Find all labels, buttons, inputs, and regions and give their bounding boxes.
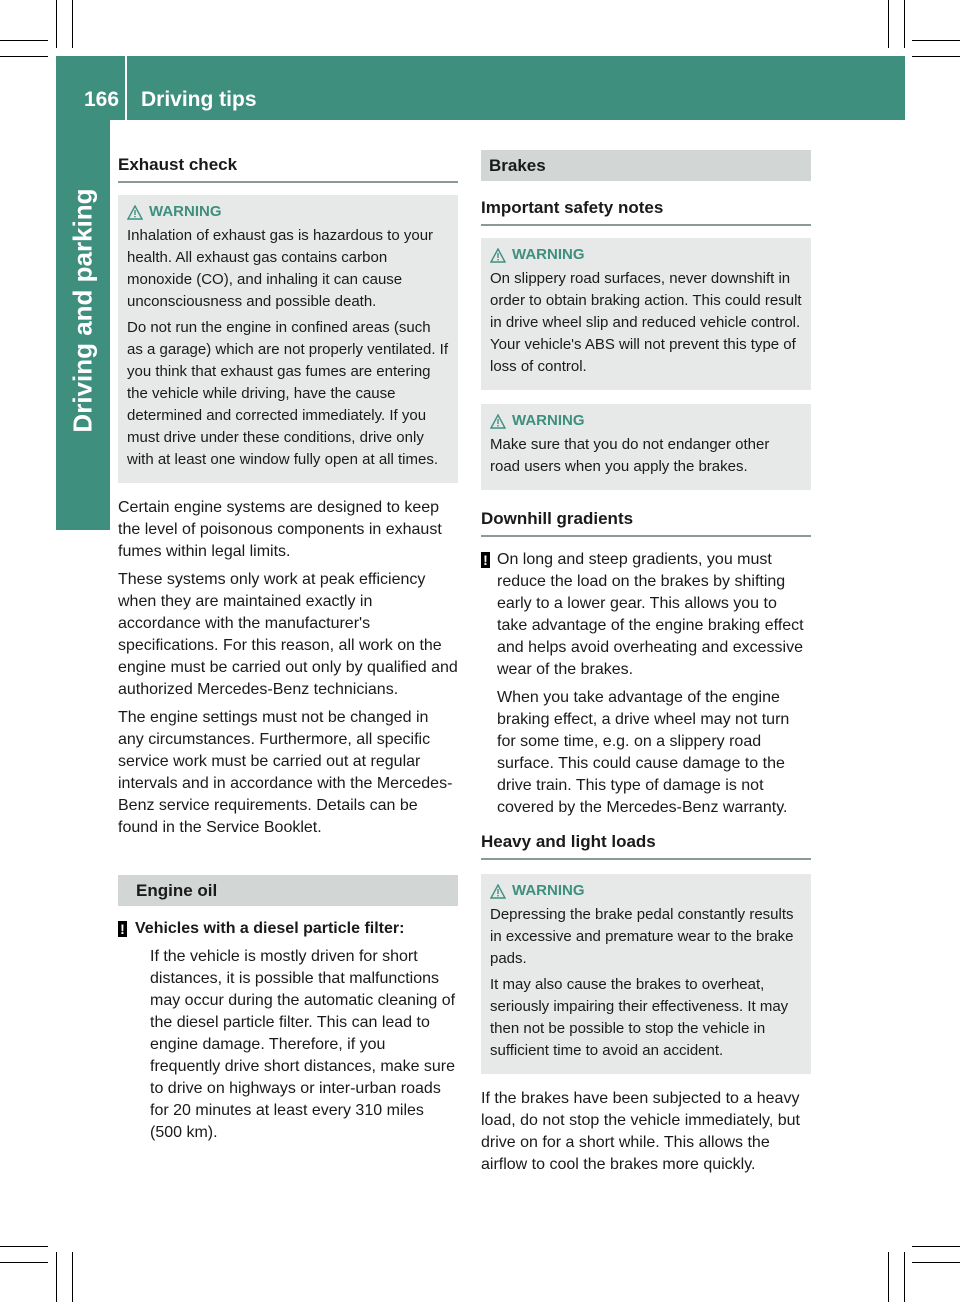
note-text: If the vehicle is mostly driven for short distances, it is possible that malfunctions may occur during the automatic cleaning of the diesel particle filter. This can lead to engine damage. Therefore, if you frequently drive short distances, make sure to drive on highways or inter-urban roads for 20 minutes at least every 310 miles (500 km).	[150, 948, 456, 1141]
body-paragraph: The engine settings must not be changed in any circumstances. Furthermore, all specific service work must be carried out at regular intervals and in accordance with the Mercedes-Benz service requirements. Details can be found in the Service Booklet.	[118, 709, 453, 836]
left-column	[118, 150, 458, 1150]
page-number: 166	[84, 88, 120, 111]
exclamation-icon: !	[481, 552, 490, 568]
exclamation-icon: !	[118, 921, 127, 937]
warning-triangle-icon	[490, 414, 506, 429]
brakes-heading: Brakes	[481, 150, 811, 181]
warning-label: WARNING	[512, 246, 585, 263]
note-title: Vehicles with a diesel particle filter:	[135, 920, 405, 937]
safety-notes-heading: Important safety notes	[481, 193, 811, 226]
downhill-heading: Downhill gradients	[481, 504, 811, 537]
warning-text: Make sure that you do not endanger other road users when you apply the brakes.	[490, 436, 770, 475]
warning-text: Depressing the brake pedal constantly results in excessive and premature wear to the brake pads.	[490, 906, 794, 967]
warning-box	[118, 195, 458, 483]
warning-triangle-icon	[127, 205, 143, 220]
header-separator	[125, 56, 127, 120]
crop-mark	[0, 1262, 48, 1263]
engine-oil-heading: Engine oil	[118, 875, 458, 906]
crop-mark	[904, 0, 905, 48]
page-title: Driving tips	[141, 88, 257, 111]
crop-mark	[72, 1252, 73, 1302]
warning-label: WARNING	[149, 203, 222, 220]
body-paragraph: If the brakes have been subjected to a heavy load, do not stop the vehicle immediately, but drive on for a short while. This allows the airflow to cool the brakes more quickly.	[481, 1090, 800, 1173]
crop-mark	[912, 1262, 960, 1263]
crop-mark	[912, 56, 960, 57]
warning-triangle-icon	[490, 248, 506, 263]
warning-text: It may also cause the brakes to overheat, seriously impairing their effectiveness. It may then not be possible to stop the vehicle in sufficient time to avoid an accident.	[490, 976, 789, 1059]
exhaust-check-heading: Exhaust check	[118, 150, 458, 183]
crop-mark	[904, 1252, 905, 1302]
note-block	[481, 549, 811, 819]
crop-mark	[0, 56, 48, 57]
right-column	[481, 150, 811, 1182]
warning-triangle-icon	[490, 884, 506, 899]
section-tab-label: Driving and parking	[67, 188, 98, 433]
crop-mark	[56, 0, 57, 48]
crop-mark	[912, 1246, 960, 1247]
crop-mark	[888, 1252, 889, 1302]
crop-mark	[888, 0, 889, 48]
note-text: When you take advantage of the engine braking effect, a drive wheel may not turn for some time, e.g. on a slippery road surface. This could cause damage to the drive train. This type of damage is not covered by the Mercedes-Benz warranty.	[497, 689, 790, 816]
body-paragraph: Certain engine systems are designed to keep the level of poisonous components in exhaust fumes within legal limits.	[118, 499, 442, 560]
crop-mark	[912, 40, 960, 41]
warning-label: WARNING	[512, 882, 585, 899]
warning-text: On slippery road surfaces, never downshift in order to obtain braking action. This could result in drive wheel slip and reduced vehicle control. Your vehicle's ABS will not prevent this type of loss of control.	[490, 270, 802, 375]
crop-mark	[0, 1246, 48, 1247]
note-text: On long and steep gradients, you must reduce the load on the brakes by shifting early to a lower gear. This allows you to take advantage of the engine braking effect and helps avoid overheating and excessive wear of the brakes.	[497, 551, 804, 678]
warning-box	[481, 404, 811, 490]
crop-mark	[56, 1252, 57, 1302]
crop-mark	[0, 40, 48, 41]
warning-title	[127, 201, 450, 223]
crop-mark	[72, 0, 73, 48]
warning-box	[481, 874, 811, 1074]
note-block	[118, 918, 458, 1144]
warning-title	[490, 880, 803, 902]
warning-text: Inhalation of exhaust gas is hazardous to your health. All exhaust gas contains carbon monoxide (CO), and inhaling it can cause unconsciousness and possible death.	[127, 227, 434, 310]
body-paragraph: These systems only work at peak efficiency when they are maintained exactly in accordance with the manufacturer's specifications. For this reason, all work on the engine must be carried out only by qualified and authorized Mercedes-Benz technicians.	[118, 571, 458, 698]
loads-heading: Heavy and light loads	[481, 827, 811, 860]
warning-title	[490, 410, 803, 432]
warning-box	[481, 238, 811, 390]
warning-title	[490, 244, 803, 266]
warning-text: Do not run the engine in confined areas (such as a garage) which are not properly ventilated. If you think that exhaust gas fumes are entering the vehicle while driving, have the cause determined and corrected immediately. If you must drive under these conditions, drive only with at least one window fully open at all times.	[127, 319, 449, 468]
warning-label: WARNING	[512, 412, 585, 429]
